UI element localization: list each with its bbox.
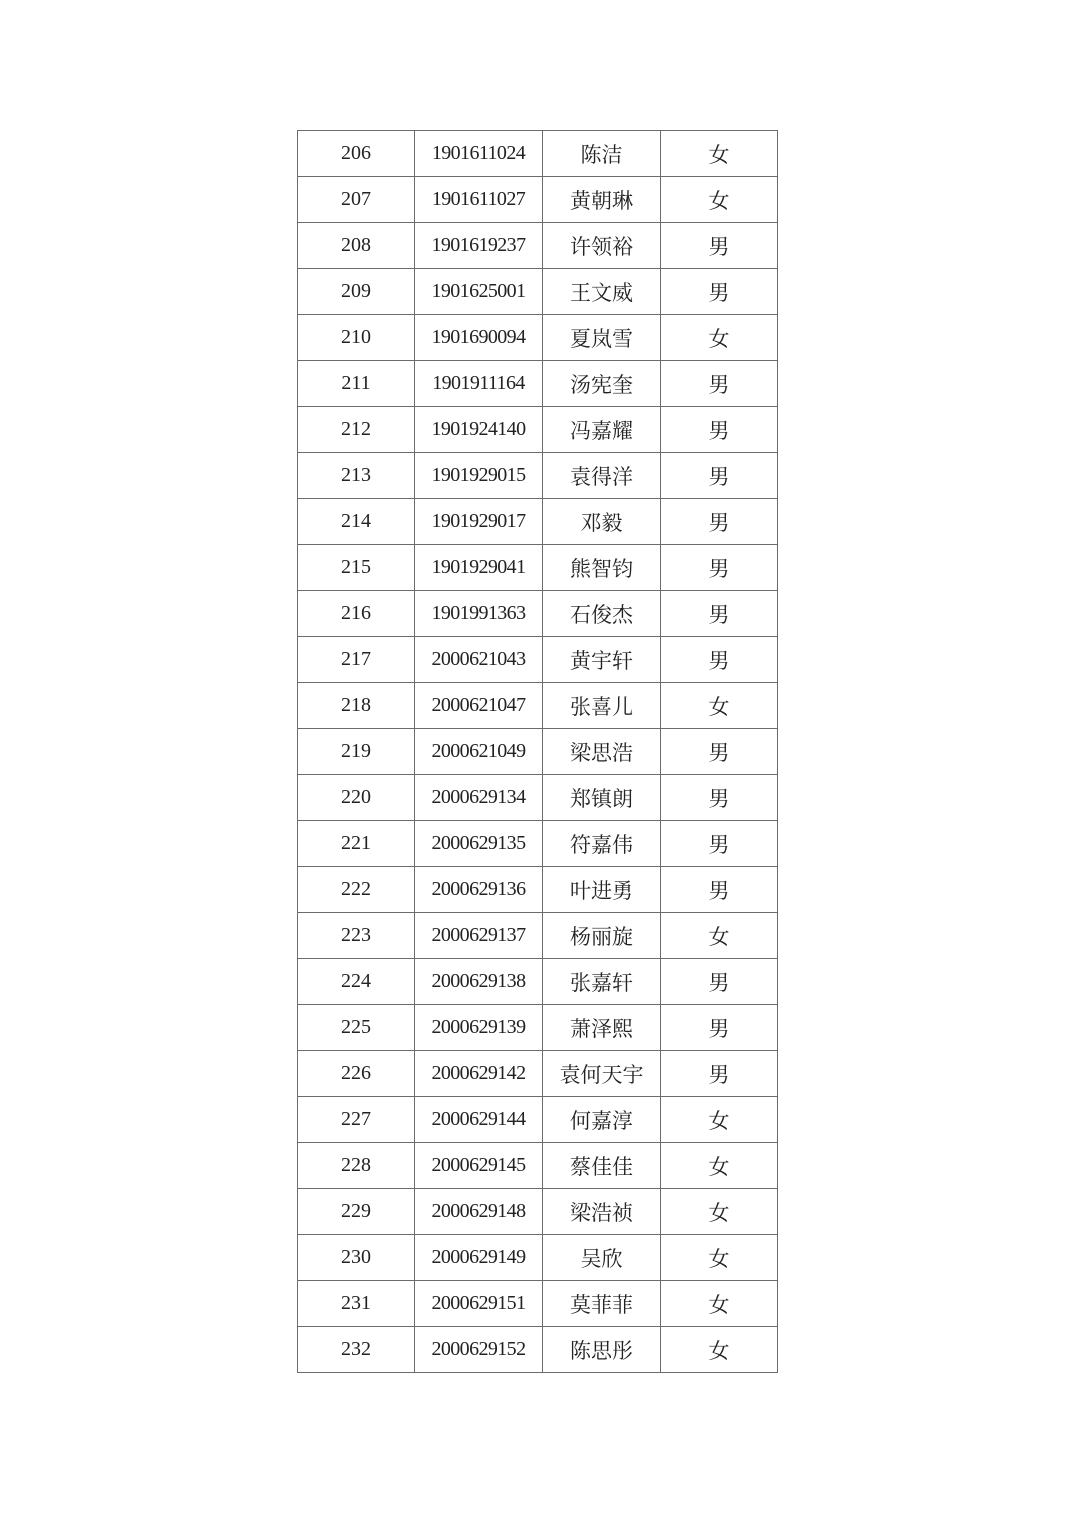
student-name-cell: 何嘉淳 — [543, 1097, 661, 1143]
student-name-cell: 邓毅 — [543, 499, 661, 545]
student-id-cell: 2000629134 — [415, 775, 543, 821]
row-number-cell: 216 — [298, 591, 415, 637]
row-number-cell: 230 — [298, 1235, 415, 1281]
student-name-cell: 石俊杰 — [543, 591, 661, 637]
row-number-cell: 222 — [298, 867, 415, 913]
student-id-cell: 1901929041 — [415, 545, 543, 591]
student-name-cell: 冯嘉耀 — [543, 407, 661, 453]
table-row — [298, 1327, 778, 1373]
student-name-cell: 汤宪奎 — [543, 361, 661, 407]
table-row — [298, 683, 778, 729]
table-row — [298, 545, 778, 591]
table-row — [298, 591, 778, 637]
row-number-cell: 227 — [298, 1097, 415, 1143]
table-row — [298, 407, 778, 453]
row-number-cell: 207 — [298, 177, 415, 223]
student-name-cell: 黄朝琳 — [543, 177, 661, 223]
student-id-cell: 2000629144 — [415, 1097, 543, 1143]
table-row — [298, 315, 778, 361]
student-id-cell: 1901929017 — [415, 499, 543, 545]
gender-cell: 男 — [661, 867, 778, 913]
table-row — [298, 131, 778, 177]
row-number-cell: 228 — [298, 1143, 415, 1189]
gender-cell: 男 — [661, 223, 778, 269]
student-name-cell: 杨丽旋 — [543, 913, 661, 959]
student-name-cell: 张嘉轩 — [543, 959, 661, 1005]
row-number-cell: 229 — [298, 1189, 415, 1235]
student-id-cell: 1901619237 — [415, 223, 543, 269]
gender-cell: 男 — [661, 821, 778, 867]
gender-cell: 男 — [661, 499, 778, 545]
student-id-cell: 2000629152 — [415, 1327, 543, 1373]
table-row — [298, 1281, 778, 1327]
gender-cell: 男 — [661, 545, 778, 591]
student-id-cell: 1901929015 — [415, 453, 543, 499]
student-id-cell: 2000621047 — [415, 683, 543, 729]
table-row — [298, 223, 778, 269]
student-id-cell: 1901924140 — [415, 407, 543, 453]
student-name-cell: 袁何天宇 — [543, 1051, 661, 1097]
row-number-cell: 211 — [298, 361, 415, 407]
gender-cell: 女 — [661, 1235, 778, 1281]
student-name-cell: 张喜儿 — [543, 683, 661, 729]
gender-cell: 男 — [661, 361, 778, 407]
student-name-cell: 袁得洋 — [543, 453, 661, 499]
student-id-cell: 2000629139 — [415, 1005, 543, 1051]
student-id-cell: 2000629149 — [415, 1235, 543, 1281]
table-row — [298, 959, 778, 1005]
gender-cell: 男 — [661, 453, 778, 499]
row-number-cell: 206 — [298, 131, 415, 177]
table-row — [298, 269, 778, 315]
student-id-cell: 1901611024 — [415, 131, 543, 177]
student-id-cell: 2000629142 — [415, 1051, 543, 1097]
student-name-cell: 陈思彤 — [543, 1327, 661, 1373]
row-number-cell: 210 — [298, 315, 415, 361]
row-number-cell: 212 — [298, 407, 415, 453]
table-row — [298, 1189, 778, 1235]
table-row — [298, 729, 778, 775]
table-row — [298, 775, 778, 821]
gender-cell: 女 — [661, 177, 778, 223]
table-row — [298, 1235, 778, 1281]
gender-cell: 男 — [661, 1005, 778, 1051]
student-id-cell: 1901690094 — [415, 315, 543, 361]
student-name-cell: 梁浩祯 — [543, 1189, 661, 1235]
student-id-cell: 2000629136 — [415, 867, 543, 913]
student-roster-table — [297, 130, 778, 1373]
table-row — [298, 1143, 778, 1189]
student-id-cell: 2000629137 — [415, 913, 543, 959]
row-number-cell: 220 — [298, 775, 415, 821]
row-number-cell: 209 — [298, 269, 415, 315]
row-number-cell: 215 — [298, 545, 415, 591]
student-name-cell: 黄宇轩 — [543, 637, 661, 683]
row-number-cell: 223 — [298, 913, 415, 959]
gender-cell: 男 — [661, 407, 778, 453]
student-name-cell: 萧泽熙 — [543, 1005, 661, 1051]
row-number-cell: 218 — [298, 683, 415, 729]
table-row — [298, 1051, 778, 1097]
gender-cell: 男 — [661, 729, 778, 775]
row-number-cell: 208 — [298, 223, 415, 269]
row-number-cell: 231 — [298, 1281, 415, 1327]
row-number-cell: 217 — [298, 637, 415, 683]
row-number-cell: 213 — [298, 453, 415, 499]
row-number-cell: 224 — [298, 959, 415, 1005]
gender-cell: 男 — [661, 591, 778, 637]
table-row — [298, 867, 778, 913]
table-row — [298, 1005, 778, 1051]
gender-cell: 女 — [661, 1097, 778, 1143]
student-name-cell: 符嘉伟 — [543, 821, 661, 867]
table-row — [298, 361, 778, 407]
gender-cell: 女 — [661, 913, 778, 959]
student-name-cell: 熊智钧 — [543, 545, 661, 591]
gender-cell: 男 — [661, 959, 778, 1005]
gender-cell: 女 — [661, 131, 778, 177]
row-number-cell: 214 — [298, 499, 415, 545]
student-name-cell: 吴欣 — [543, 1235, 661, 1281]
gender-cell: 女 — [661, 1281, 778, 1327]
student-name-cell: 许领裕 — [543, 223, 661, 269]
row-number-cell: 219 — [298, 729, 415, 775]
table-row — [298, 1097, 778, 1143]
student-id-cell: 2000621049 — [415, 729, 543, 775]
student-id-cell: 2000629145 — [415, 1143, 543, 1189]
gender-cell: 男 — [661, 1051, 778, 1097]
student-id-cell: 1901625001 — [415, 269, 543, 315]
gender-cell: 女 — [661, 1327, 778, 1373]
table-row — [298, 453, 778, 499]
gender-cell: 男 — [661, 269, 778, 315]
table-row — [298, 637, 778, 683]
student-id-cell: 1901991363 — [415, 591, 543, 637]
row-number-cell: 221 — [298, 821, 415, 867]
row-number-cell: 232 — [298, 1327, 415, 1373]
gender-cell: 女 — [661, 683, 778, 729]
row-number-cell: 226 — [298, 1051, 415, 1097]
gender-cell: 男 — [661, 775, 778, 821]
gender-cell: 女 — [661, 1189, 778, 1235]
student-id-cell: 2000629148 — [415, 1189, 543, 1235]
table-row — [298, 821, 778, 867]
gender-cell: 男 — [661, 637, 778, 683]
student-id-cell: 1901911164 — [415, 361, 543, 407]
student-name-cell: 叶进勇 — [543, 867, 661, 913]
student-id-cell: 2000629135 — [415, 821, 543, 867]
table-row — [298, 177, 778, 223]
student-name-cell: 郑镇朗 — [543, 775, 661, 821]
student-id-cell: 2000621043 — [415, 637, 543, 683]
student-name-cell: 陈洁 — [543, 131, 661, 177]
student-name-cell: 梁思浩 — [543, 729, 661, 775]
roster-body — [298, 131, 778, 1373]
student-id-cell: 2000629151 — [415, 1281, 543, 1327]
table-row — [298, 913, 778, 959]
student-name-cell: 王文威 — [543, 269, 661, 315]
row-number-cell: 225 — [298, 1005, 415, 1051]
student-id-cell: 2000629138 — [415, 959, 543, 1005]
student-id-cell: 1901611027 — [415, 177, 543, 223]
gender-cell: 女 — [661, 1143, 778, 1189]
student-name-cell: 夏岚雪 — [543, 315, 661, 361]
student-name-cell: 莫菲菲 — [543, 1281, 661, 1327]
student-name-cell: 蔡佳佳 — [543, 1143, 661, 1189]
table-row — [298, 499, 778, 545]
gender-cell: 女 — [661, 315, 778, 361]
